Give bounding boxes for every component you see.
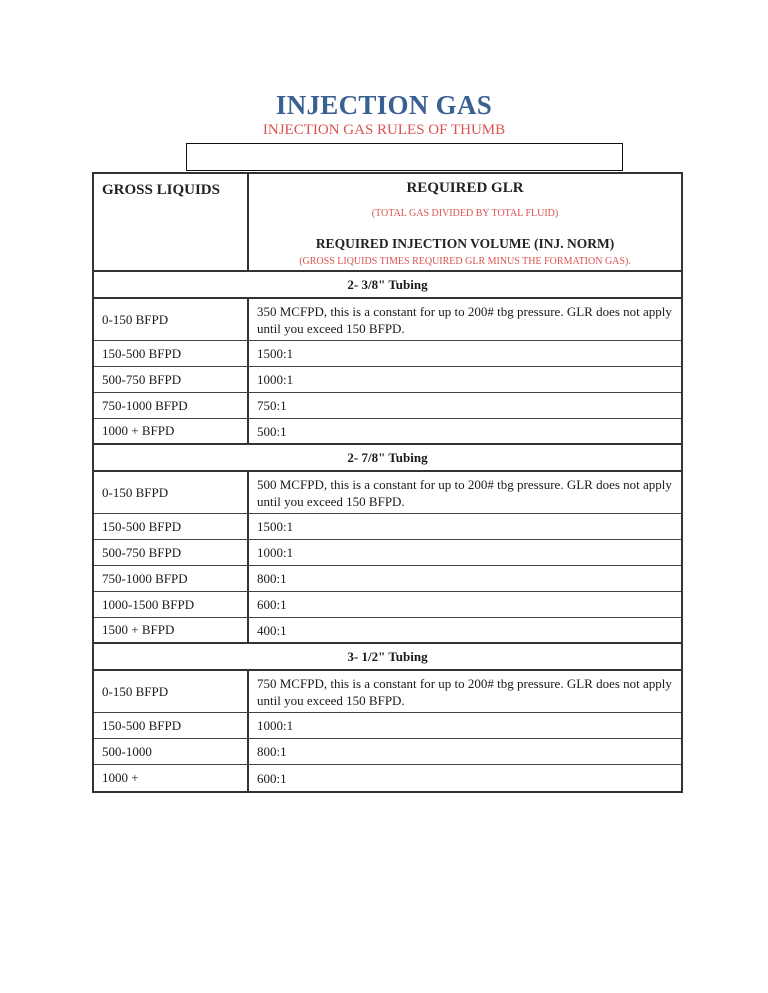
table-row bbox=[94, 472, 681, 514]
liquids-cell: 1500 + BFPD bbox=[94, 618, 249, 642]
glr-cell: 1500:1 bbox=[257, 346, 294, 361]
liquids-cell: 150-500 BFPD bbox=[94, 713, 249, 738]
header-required bbox=[249, 174, 681, 270]
glr-cell: 1500:1 bbox=[257, 519, 294, 534]
table-row bbox=[94, 299, 681, 341]
liquids-cell: 0-150 BFPD bbox=[94, 671, 249, 712]
section-heading: 2- 7/8" Tubing bbox=[94, 445, 681, 472]
table-row bbox=[94, 540, 681, 566]
header-glr-note: (TOTAL GAS DIVIDED BY TOTAL FLUID) bbox=[371, 208, 559, 219]
table-row bbox=[94, 765, 681, 791]
glr-cell: 600:1 bbox=[257, 597, 287, 612]
glr-cell: 600:1 bbox=[257, 770, 287, 786]
glr-cell: 1000:1 bbox=[257, 545, 294, 560]
blank-box bbox=[186, 143, 623, 171]
liquids-cell: 150-500 BFPD bbox=[94, 341, 249, 366]
glr-cell: 350 MCFPD, this is a constant for up to 200# tbg pressure. GLR does not apply until you exceed 150 BFPD. bbox=[257, 303, 672, 336]
glr-cell: 1000:1 bbox=[257, 372, 294, 387]
table-row bbox=[94, 592, 681, 618]
glr-cell: 500 MCFPD, this is a constant for up to 200# tbg pressure. GLR does not apply until you exceed 150 BFPD. bbox=[257, 476, 672, 509]
glr-cell: 800:1 bbox=[257, 571, 287, 586]
glr-cell: 500:1 bbox=[257, 423, 287, 439]
liquids-cell: 500-750 BFPD bbox=[94, 367, 249, 392]
page-title: INJECTION GAS bbox=[275, 90, 493, 120]
glr-cell: 750:1 bbox=[257, 398, 287, 413]
table-row bbox=[94, 419, 681, 445]
liquids-cell: 0-150 BFPD bbox=[94, 472, 249, 513]
liquids-cell: 0-150 BFPD bbox=[94, 299, 249, 340]
header-injection-note: (GROSS LIQUIDS TIMES REQUIRED GLR MINUS THE FORMATION GAS). bbox=[299, 256, 631, 267]
liquids-cell: 1000-1500 BFPD bbox=[94, 592, 249, 617]
liquids-cell: 500-1000 bbox=[94, 739, 249, 764]
glr-cell: 750 MCFPD, this is a constant for up to 200# tbg pressure. GLR does not apply until you exceed 150 BFPD. bbox=[257, 675, 672, 708]
glr-cell: 800:1 bbox=[257, 744, 287, 759]
glr-table bbox=[92, 172, 683, 793]
liquids-cell: 1000 + BFPD bbox=[94, 419, 249, 443]
table-row bbox=[94, 514, 681, 540]
liquids-cell: 150-500 BFPD bbox=[94, 514, 249, 539]
section-heading: 2- 3/8" Tubing bbox=[94, 272, 681, 299]
table-row bbox=[94, 393, 681, 419]
liquids-cell: 750-1000 BFPD bbox=[94, 566, 249, 591]
table-row bbox=[94, 618, 681, 644]
glr-cell: 1000:1 bbox=[257, 718, 294, 733]
page-subtitle: INJECTION GAS RULES OF THUMB bbox=[262, 122, 506, 138]
header-required-glr: REQUIRED GLR bbox=[406, 180, 524, 196]
table-row bbox=[94, 739, 681, 765]
table-row bbox=[94, 713, 681, 739]
table-row bbox=[94, 367, 681, 393]
liquids-cell: 750-1000 BFPD bbox=[94, 393, 249, 418]
header-injection-volume: REQUIRED INJECTION VOLUME (INJ. NORM) bbox=[315, 236, 615, 251]
header-gross-liquids: GROSS LIQUIDS bbox=[94, 174, 249, 270]
liquids-cell: 1000 + bbox=[94, 765, 249, 791]
table-header bbox=[94, 174, 681, 272]
table-row bbox=[94, 341, 681, 367]
liquids-cell: 500-750 BFPD bbox=[94, 540, 249, 565]
table-row bbox=[94, 566, 681, 592]
section-heading: 3- 1/2" Tubing bbox=[94, 644, 681, 671]
table-row bbox=[94, 671, 681, 713]
glr-cell: 400:1 bbox=[257, 622, 287, 638]
